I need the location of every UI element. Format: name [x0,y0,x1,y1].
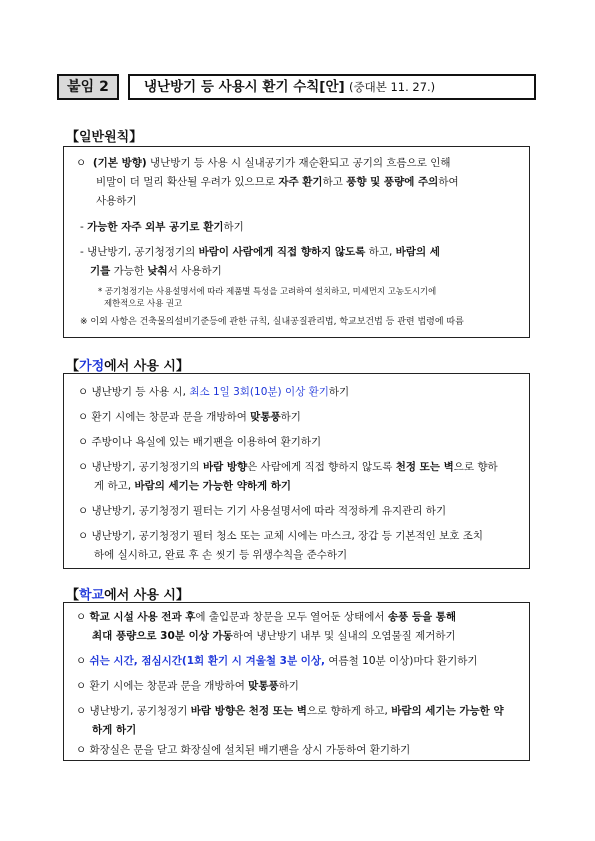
general-dash-1: - 가능한 자주 외부 공기로 환기하기 [80,221,244,233]
section-general-panel [63,146,530,338]
school-item-5: ㅇ 화장실은 문을 닫고 화장실에 설치된 배기팬을 상시 가동하여 환기하기 [76,744,411,756]
school-item-3: ㅇ 환기 시에는 창문과 문을 개방하여 맞통풍하기 [76,680,299,692]
general-item-1-line-3: 사용하기 [96,195,137,207]
page-title-box [128,74,536,100]
general-item-1-line-2: 비말이 더 멀리 확산될 우려가 있으므로 자주 환기하고 풍향 및 풍량에 주의하여 [96,176,459,188]
section-school-panel [63,602,530,761]
home-item-4-line-1: ㅇ 냉난방기, 공기청정기의 바람 방향은 사람에게 직접 향하지 않도록 천정 또는 벽으로 향하 [78,461,498,473]
page-subtitle: (중대본 11. 27.) [348,80,436,94]
general-note-2: ※ 이외 사항은 건축물의설비기준등에 관한 규칙, 실내공질관리법, 학교보건법 등 관련 법령에 따름 [80,317,464,327]
general-dash-2-line-1: - 냉난방기, 공기청정기의 바람이 사람에게 직접 향하지 않도록 하고, 바람의 세 [80,246,440,258]
general-note-1-line-2: 제한적으로 사용 권고 [104,298,183,308]
school-item-1-line-2: 최대 풍량으로 30분 이상 가동하여 냉난방기 내부 및 실내의 오염물질 제거하기 [92,630,456,642]
school-item-4-line-1: ㅇ 냉난방기, 공기청정기 바람 방향은 천정 또는 벽으로 향하게 하고, 바람의 세기는 가능한 약 [76,705,504,717]
section-school-heading: 【학교에서 사용 시】 [66,588,189,603]
attachment-tag: 붙임 2 [57,74,119,100]
home-item-3: ㅇ 주방이나 욕실에 있는 배기팬을 이용하여 환기하기 [78,436,322,448]
home-item-5: ㅇ 냉난방기, 공기청정기 필터는 기기 사용설명서에 따라 적정하게 유지관리 하기 [78,505,447,517]
section-general-heading: 【일반원칙】 [66,130,143,145]
school-item-4-line-2: 하게 하기 [92,724,137,736]
school-item-2: ㅇ 쉬는 시간, 점심시간(1회 환기 시 겨울철 3분 이상, 여름철 10분 이상)마다 환기하기 [76,655,478,667]
home-item-2: ㅇ 환기 시에는 창문과 문을 개방하여 맞통풍하기 [78,411,301,423]
section-home-panel [63,373,530,569]
home-item-6-line-1: ㅇ 냉난방기, 공기청정기 필터 청소 또는 교체 시에는 마스크, 장갑 등 기본적인 보호 조치 [78,530,484,542]
general-dash-2-line-2: 기를 가능한 낮춰서 사용하기 [90,265,222,277]
school-item-1-line-1: ㅇ 학교 시설 사용 전과 후에 출입문과 창문을 모두 열어둔 상태에서 송풍 등을 통해 [76,611,457,623]
general-note-1-line-1: * 공기청정기는 사용설명서에 따라 제품별 특성을 고려하여 설치하고, 미세먼지 고농도시기에 [98,286,437,296]
home-item-4-line-2: 게 하고, 바람의 세기는 가능한 약하게 하기 [94,480,292,492]
section-home-heading: 【가정에서 사용 시】 [66,359,189,374]
page-title: 냉난방기 등 사용시 환기 수칙[안] [144,79,345,95]
general-item-1-line-1: ㅇ (기본 방향) 냉난방기 등 사용 시 실내공기가 재순환되고 공기의 흐름으로 인해 [76,157,451,169]
home-item-6-line-2: 하에 실시하고, 완료 후 손 씻기 등 위생수칙을 준수하기 [94,549,348,561]
home-item-1: ㅇ 냉난방기 등 사용 시, 최소 1일 3회(10분) 이상 환기하기 [78,386,350,398]
